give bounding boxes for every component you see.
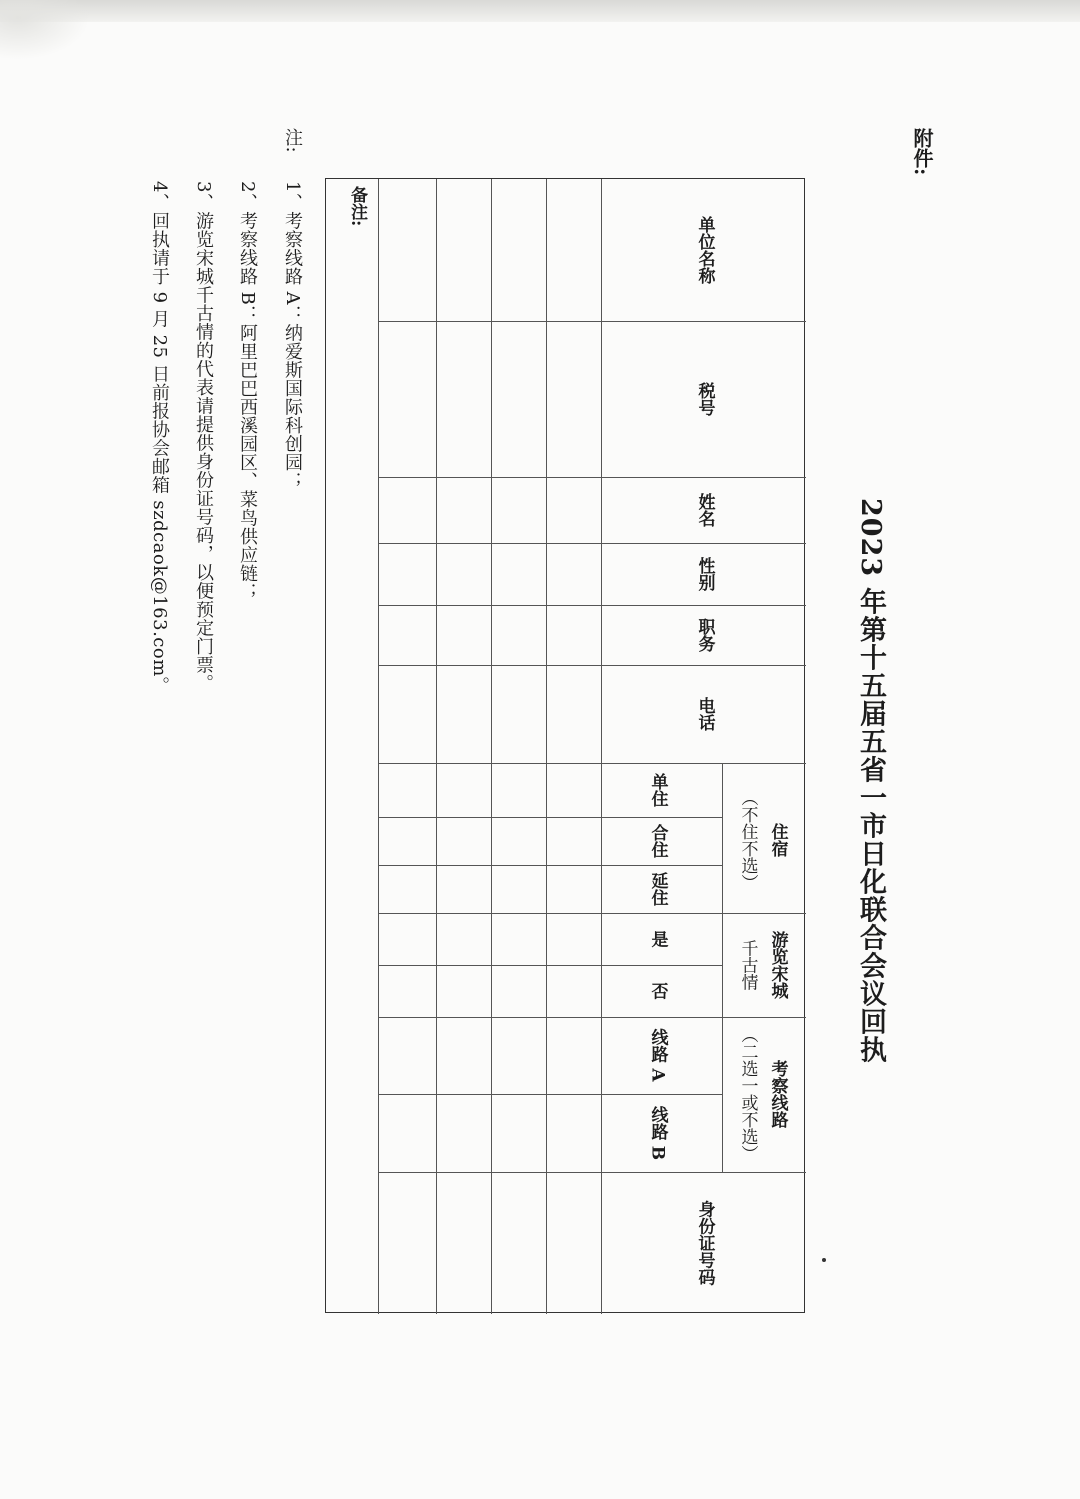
row-divider <box>546 179 547 1314</box>
scan-shadow <box>0 0 90 60</box>
option-route-b: 线路 B <box>647 1105 668 1161</box>
header-inspection: 考察线路 <box>767 1060 788 1128</box>
header-tax-id: 税号 <box>694 382 715 416</box>
row-divider <box>491 179 492 1314</box>
note-item: 2、考察线路 B：阿里巴巴西溪园区、菜鸟供应链； <box>237 181 258 602</box>
col-divider <box>378 605 806 606</box>
col-divider <box>378 1094 723 1095</box>
row-divider <box>436 179 437 1314</box>
option-tour-no: 否 <box>647 982 668 1000</box>
header-id-number: 身份证号码 <box>694 1200 715 1286</box>
scan-speck <box>822 1258 826 1262</box>
attachment-label: 附件: <box>910 128 934 176</box>
header-name: 姓名 <box>694 493 715 527</box>
header-accommodation-note: （不住不选） <box>737 789 758 891</box>
col-divider <box>378 477 806 478</box>
col-divider <box>378 763 806 764</box>
note-item: 1、考察线路 A：纳爱斯国际科创园； <box>282 181 303 491</box>
note-item: 4、回执请于 9 月 25 日前报协会邮箱 szdcaok@163.com。 <box>149 181 170 696</box>
group-header-divider <box>722 763 723 1172</box>
scan-edge <box>0 0 1080 22</box>
col-divider <box>378 321 806 322</box>
col-divider <box>378 817 723 818</box>
option-tour-yes: 是 <box>647 930 668 948</box>
receipt-form-table <box>325 178 805 1313</box>
header-tour: 游览宋城 <box>767 931 788 999</box>
remarks-row-divider <box>378 179 379 1314</box>
header-unit-name: 单位名称 <box>694 216 715 284</box>
col-divider <box>378 1017 806 1018</box>
col-divider <box>378 865 723 866</box>
note-item: 3、游览宋城千古情的代表请提供身份证号码，以便预定门票。 <box>193 181 214 693</box>
form-title: 2023 年第十五届五省一市日化联合会议回执 <box>855 498 886 1064</box>
header-accommodation: 住宿 <box>767 823 788 857</box>
col-divider <box>378 1172 806 1173</box>
header-phone: 电话 <box>694 697 715 731</box>
option-shared-room: 合住 <box>647 824 668 858</box>
remarks-label: 备注: <box>347 186 367 227</box>
header-inspection-note: （二选一或不选） <box>737 1026 758 1162</box>
col-divider <box>378 543 806 544</box>
header-tour-sub: 千古情 <box>737 939 758 991</box>
option-extended-stay: 延住 <box>647 872 668 906</box>
option-single-room: 单住 <box>647 773 668 807</box>
notes-lead: 注: <box>282 128 303 154</box>
option-route-a: 线路 A <box>647 1028 668 1082</box>
col-divider <box>378 965 723 966</box>
header-gender: 性别 <box>694 557 715 591</box>
col-divider <box>378 913 806 914</box>
col-divider <box>378 665 806 666</box>
header-row-divider <box>601 179 602 1314</box>
header-position: 职务 <box>694 618 715 652</box>
